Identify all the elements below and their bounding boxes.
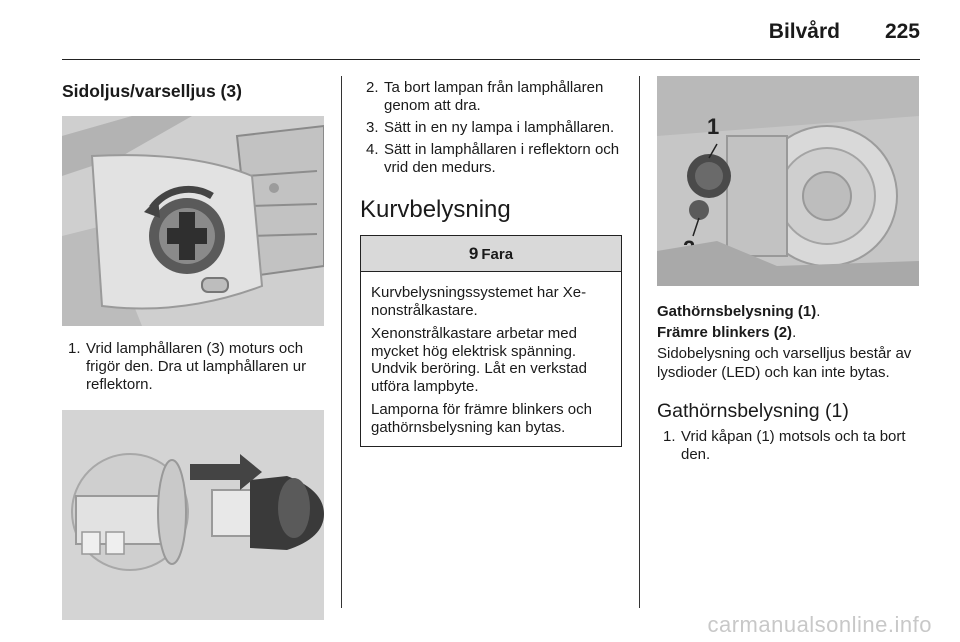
page-header [62, 14, 920, 60]
body-paragraph: Sidobelysning och varselljus består av lysdioder (LED) och kan inte bytas. [657, 345, 912, 381]
watermark: carmanualsonline.info [707, 612, 932, 637]
step-text: Ta bort lampan från lamphållaren genom att dra. [384, 79, 604, 114]
column-3 [657, 76, 922, 468]
section-heading: Sidoljus/varselljus (3) [62, 81, 242, 101]
step-text: Vrid kåpan (1) motsols och ta bort den. [681, 428, 906, 463]
section-title: Bilvård [768, 20, 840, 43]
caption-bold: Gathörnsbelysning (1) [657, 303, 817, 320]
list-item: 1. Vrid lamphållaren (3) moturs och frigör den. Dra ut lamphållaren ur reflektorn. [68, 340, 307, 393]
warning-paragraph: Xenonstrålkastare arbetar med mycket hög elektrisk spänning. Undvik beröring. Låt en verkstad utföra lampbyte. [371, 325, 587, 395]
warning-triangle-icon: 9 [468, 244, 479, 263]
list-item: 1. Vrid kåpan (1) motsols och ta bort den. [663, 428, 906, 463]
section-heading: Gathörnsbelysning (1) [657, 400, 849, 422]
list-item: 3. Sätt in en ny lampa i lamphållaren. [366, 119, 615, 136]
warning-box [360, 235, 622, 447]
warning-paragraph: Lamporna för främre blinkers och gathörnsbelysning kan bytas. [371, 401, 592, 436]
warning-title: Fara [481, 246, 514, 263]
warning-header [361, 236, 621, 272]
step-text: Sätt in lamphållaren i reflektorn och vrid den medurs. [384, 141, 620, 176]
column-divider [341, 76, 342, 608]
step-list [62, 340, 324, 394]
column-2 [360, 76, 622, 447]
caption-bold: Främre blinkers (2) [657, 324, 793, 341]
bulb-removal-illustration [62, 410, 324, 620]
figure-caption: Främre blinkers (2). [657, 324, 797, 341]
figure-label: 1 [707, 114, 720, 139]
section-heading: Kurvbelysning [360, 196, 511, 223]
warning-body [361, 272, 621, 446]
column-divider [639, 76, 640, 608]
lamp-holder-illustration [62, 116, 324, 326]
step-text: Sätt in en ny lampa i lamphållaren. [384, 119, 615, 136]
column-1 [62, 76, 324, 620]
step-list [657, 428, 922, 464]
step-list [360, 79, 622, 177]
step-text: Vrid lamphållaren (3) moturs och frigör den. Dra ut lamphållaren ur reflektorn. [86, 340, 307, 393]
figure-caption: Gathörnsbelysning (1). [657, 303, 821, 320]
warning-paragraph: Kurvbelysningssystemet har Xe-nonstrålkastare. [371, 284, 587, 319]
list-item: 4. Sätt in lamphållaren i reflektorn och vrid den medurs. [366, 141, 620, 176]
page-number: 225 [884, 20, 920, 43]
headlamp-illustration [657, 76, 919, 286]
list-item: 2. Ta bort lampan från lamphållaren genom att dra. [366, 79, 604, 114]
